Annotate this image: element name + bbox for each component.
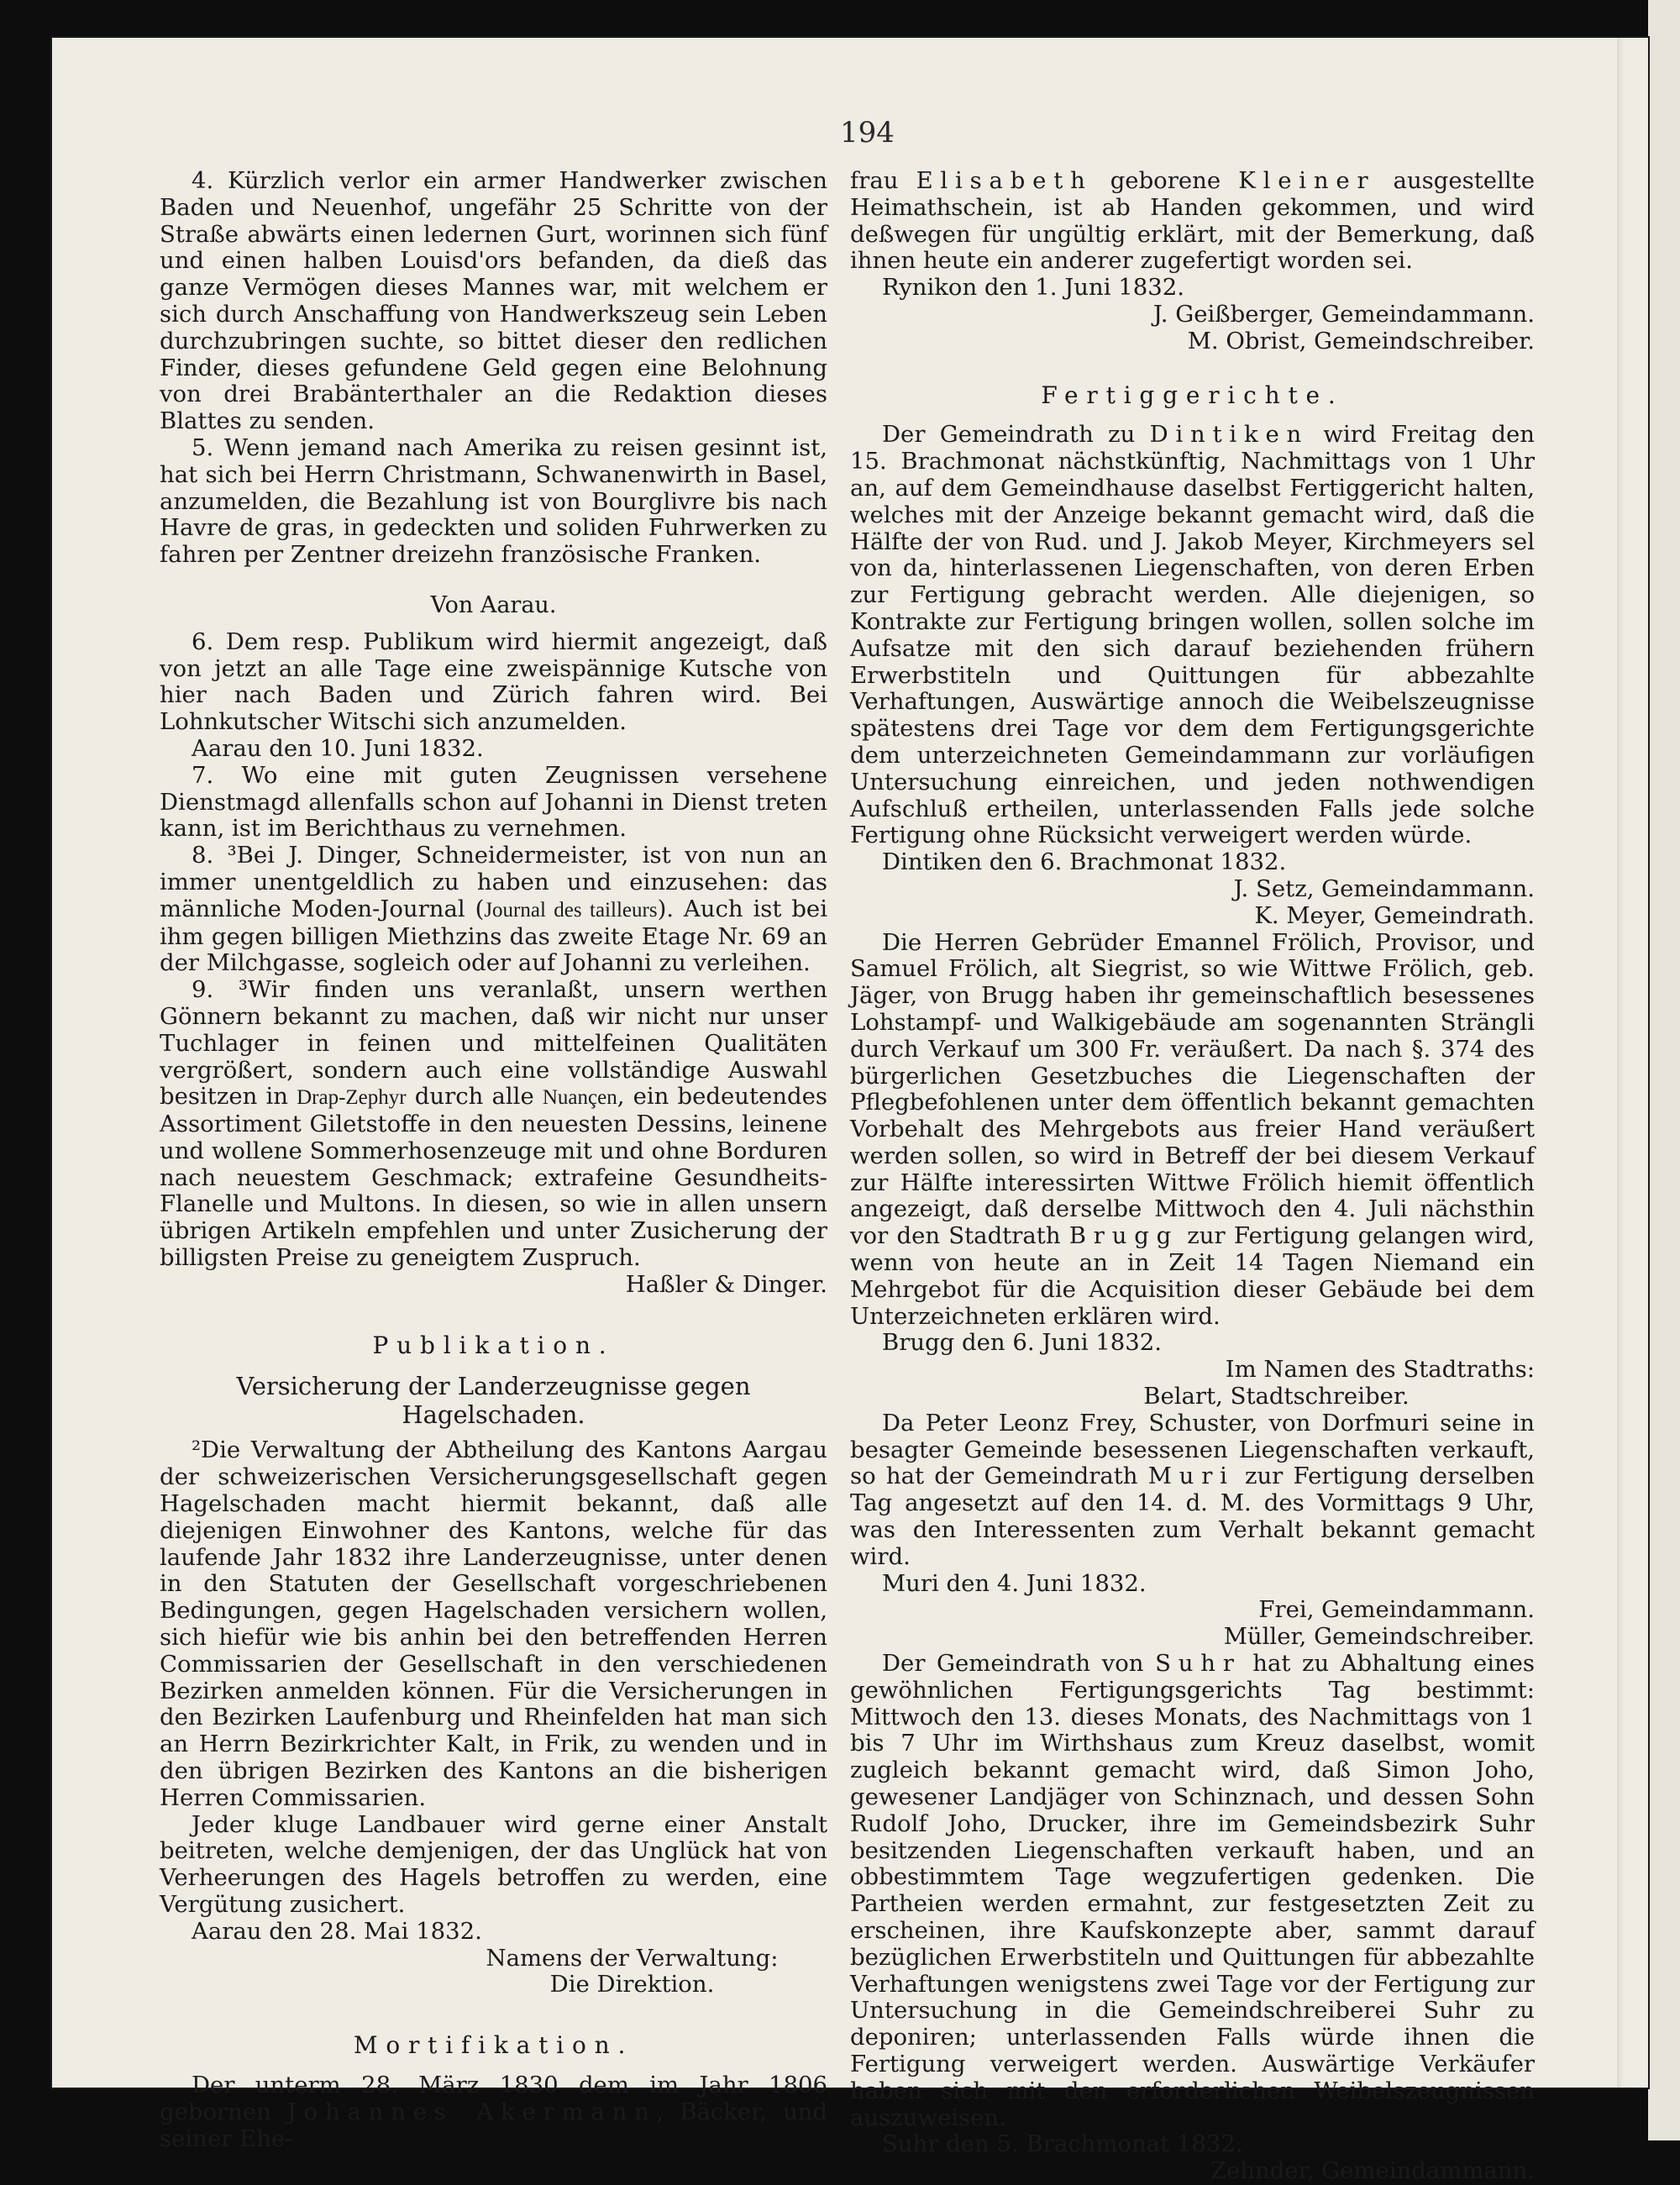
notice-9-signature: Haßler & Dinger. [625, 1270, 827, 1298]
fertig-notice-4-date: Suhr den 5. Brachmonat 1832. [882, 2130, 1243, 2158]
fertig-notice-1-signature-1: J. Setz, Gemeindammann. [1233, 875, 1535, 902]
page-shadow [1617, 38, 1624, 2088]
mort-cont-name2: Kleiner [1238, 167, 1376, 194]
fertig-notice-2 [850, 930, 1535, 1331]
notice-9-roman-2: Nuançen [542, 1086, 617, 1110]
publikation-text: ²Die Verwaltung der Abtheilung des Kantons Aargau der schweizerischen Versicherungsgesellschaft gegen Hagelschaden macht hiermit bekannt, daß alle diejenigen Einwohner des Kantons, welche für das laufende Jahr 1832 ihre Landerzeugnisse, unter denen in den Statuten der Gesellschaft vorgeschriebenen Bedingungen, gegen Hagelschaden versichern wollen, sich hiefür wie bis anhin bei den betreffenden Herren Commissarien der Gesellschaft in den verschiedenen Bezirken anmelden können. Für die Versicherungen in den Bezirken Laufenburg und Rheinfelden hat man sich an Herrn Bezirkrichter Kalt, in Frik, zu wenden und in den übrigen Bezirken des Kantons an die bisherigen Herren Commissarien. [160, 1437, 827, 1811]
f4-text-a: Der Gemeindrath von [882, 1650, 1156, 1678]
notice-9 [160, 977, 827, 1272]
heading-publikation: Publikation. [372, 1331, 615, 1359]
f2-text-b: zur Fertigung gelangen wird, wenn von heute an in Zeit 14 Tagen Niemand ein Mehrgebot für die Acquisition dieser Gebäude bei dem Unterzeichneten erklären wird. [850, 1222, 1536, 1330]
notice-6-date: Aarau den 10. Juni 1832. [192, 734, 484, 762]
fertig-notice-2-signature-1: Im Namen des Stadtraths: [1225, 1356, 1535, 1384]
section-von-aarau: Von Aarau. [430, 591, 557, 618]
f1-text-a: Der Gemeindrath zu [882, 421, 1150, 449]
mortifikation-text-a: Der unterm 28. März 1830 dem im Jahr 1806 gebornen [160, 2072, 827, 2125]
notice-5: 5. Wenn jemand nach Amerika zu reisen gesinnt ist, hat sich bei Herrn Christmann, Schwanenwirth in Basel, anzumelden, die Bezahlung ist von Bourglivre bis nach Havre de gras, in gedeckten und soliden Fuhrwerken zu fahren per Zentner dreizehn französische Franken. [160, 433, 827, 569]
notice-9-text-c: , ein bedeutendes Assortiment Giletstoffe in den neuesten Dessins, leinene und wollene Sommerhosenzeuge mit und ohne Borduren nach neuestem Geschmack; extrafeine Gesundheits-Flanelle und Multons. In diesen, so wie in allen unsern übrigen Artikeln empfehlen und unter Zusicherung der billigsten Preise zu geneigtem Zuspruch. [160, 1083, 827, 1272]
fertig-notice-2-date: Brugg den 6. Juni 1832. [882, 1329, 1163, 1357]
publikation-date: Aarau den 28. Mai 1832. [192, 1917, 482, 1945]
notice-9-text-b: durch alle [406, 1083, 543, 1111]
heading-fertiggerichte: Fertiggerichte. [1041, 381, 1344, 409]
fertig-notice-3-date: Muri den 4. Juni 1832. [882, 1569, 1147, 1597]
mort-cont-b: geborene [1092, 167, 1239, 194]
fertig-notice-2-signature-2: Belart, Stadtschreiber. [1143, 1383, 1410, 1410]
notice-8-text-a: 8. ³Bei J. Dinger, Schneidermeister, ist von nun an immer unentgeldlich zu haben und einzusehen: das männliche Moden-Journal ( [160, 842, 827, 922]
publikation-text-2: Jeder kluge Landbauer wird gerne einer Anstalt beitreten, welche demjenigen, der das Unglück hat von Verheerungen des Hagels betroffen zu werden, eine Vergütung zusichert. [160, 1810, 827, 1919]
f3-place: Muri [1147, 1463, 1235, 1490]
notice-6: 6. Dem resp. Publikum wird hiermit angezeigt, daß von jetzt an alle Tage eine zweispännige Kutsche von hier nach Baden und Zürich fahren wird. Bei Lohnkutscher Witschi sich anzumelden. [160, 628, 827, 736]
page-number: 194 [840, 116, 895, 150]
mortifikation-signature-1: J. Geißberger, Gemeindammann. [1152, 300, 1535, 328]
notice-8 [160, 843, 827, 977]
mortifikation-date: Rynikon den 1. Juni 1832. [882, 274, 1184, 302]
fertig-notice-4 [850, 1651, 1535, 2131]
notice-8-roman: Journal des tailleurs [484, 898, 658, 922]
mortifikation-continued [850, 168, 1535, 275]
fertig-notice-3-signature-1: Frei, Gemeindammann. [1258, 1596, 1535, 1624]
notice-9-roman-1: Drap-Zephyr [297, 1086, 407, 1110]
mortifikation-text [160, 2072, 827, 2152]
fertig-notice-3 [850, 1410, 1535, 1571]
mortifikation-signature-2: M. Obrist, Gemeindschreiber. [1187, 327, 1535, 355]
f1-text-b: wird Freitag den 15. Brachmonat nächstkünftig, Nachmittags von 1 Uhr an, auf dem Gemeindhause daselbst Fertiggericht halten, welches mit der Anzeige bekannt gemacht wird, daß die Hälfte der von Rud. und J. Jakob Meyer, Kirchmeyers sel von da, hinterlassenen Liegenschaften, von deren Erben zur Fertigung gebracht werden. Alle diejenigen, so Kontrakte zur Fertigung bringen wollen, sollen solche im Aufsatze mit den sich darauf beziehenden frühern Erwerbstiteln und Quittungen für abbezahlte Verhaftungen, Auswärtige annoch die Weibelszeugnisse spätestens drei Tage vor dem dem Fertigungsgerichte dem unterzeichneten Gemeindammann zur vorläufigen Untersuchung einreichen, und jeden nothwendigen Aufschluß ertheilen, unterlassenden Falls jede solche Fertigung ohne Rücksicht verweigert werden würde. [850, 421, 1536, 849]
right-column [850, 168, 1535, 2185]
f2-text-a: Die Herren Gebrüder Emannel Frölich, Provisor, und Samuel Frölich, alt Siegrist, so wie Wittwe Frölich, geb. Jäger, von Brugg haben ihr gemeinschaftlich besessenes Lohstampf- und Walkigebäude am sogenannten Strängli durch Verkauf um 300 Fr. veräußert. Da nach §. 374 des bürgerlichen Gesetzbuches die Liegenschaften der Pflegbefohlenen unter dem öffentlich bekannt gemachten Vorbehalt des Mehrgebots aus freier Hand veräußert werden sollen, so wird in Betreff der bei diesem Verkauf zur Hälfte interessirten Wittwe Frölich hiemit öffentlich angezeigt, daß derselbe Mittwoch den 4. Juli nächsthin vor den Stadtrath [850, 928, 1535, 1250]
f4-text-b: hat zu Abhaltung eines gewöhnlichen Fertigungsgerichts Tag bestimmt: Mittwoch den 13. dieses Monats, des Nachmittags von 1 bis 7 Uhr im Wirthshaus zum Kreuz daselbst, womit zugleich bekannt gemacht wird, daß Simon Joho, gewesener Landjäger von Schinznach, und dessen Sohn Rudolf Joho, Drucker, ihre im Gemeindsbezirk Suhr besitzenden Liegenschaften verkauft haben, und an obbestimmtem Tage wegzufertigen gedenken. Die Partheien werden ermahnt, zur festgesetzten Zeit zu erscheinen, ihre Kaufskonzepte aber, sammt darauf bezüglichen Erwerbstiteln und Quittungen für abbezahlte Verhaftungen wenigstens zwei Tage vor der Fertigung zur Untersuchung in die Gemeindschreiberei Suhr zu deponiren; unterlassenden Falls würde ihnen die Fertigung verweigert werden. Auswärtige Verkäufer haben sich mit den erforderlichen Weibelszeugnissen auszuweisen. [850, 1650, 1535, 2131]
heading-mortifikation: Mortifikation. [353, 2031, 634, 2060]
notice-9-text-a: 9. ³Wir finden uns veranlaßt, unsern werthen Gönnern bekannt zu machen, daß wir nicht nur unser Tuchlager in feinen und mittelfeinen Qualitäten vergrößert, sondern auch eine vollständige Auswahl besitzen in [160, 976, 827, 1111]
fertig-notice-1-date: Dintiken den 6. Brachmonat 1832. [882, 848, 1287, 876]
fertig-notice-1 [850, 422, 1535, 849]
publikation-signature-2: Die Direktion. [549, 1971, 715, 1999]
f2-place: Brugg [1068, 1222, 1179, 1250]
notice-7: 7. Wo eine mit guten Zeugnissen versehene Dienstmagd allenfalls schon auf Johanni in Dienst treten kann, ist im Berichthaus zu vernehmen. [160, 761, 827, 843]
page-edge [1648, 0, 1680, 2140]
mort-cont-c: ausgestellte Heimathschein, ist ab Handen gekommen, und wird deßwegen für ungültig erklärt, mit der Bemerkung, daß ihnen heute ein anderer zugefertigt worden sei. [850, 167, 1535, 275]
f4-place: Suhr [1155, 1650, 1242, 1678]
mortifikation-name: Johannes Akermann [286, 2098, 657, 2125]
fertig-notice-1-signature-2: K. Meyer, Gemeindrath. [1254, 901, 1535, 929]
mortifikation-text-b: , Bäcker, und seiner Ehe- [160, 2098, 827, 2152]
f1-place: Dintiken [1149, 421, 1310, 449]
fertig-notice-3-signature-2: Müller, Gemeindschreiber. [1223, 1623, 1535, 1651]
mort-cont-a: frau [850, 167, 916, 194]
mort-cont-name: Elisabeth [916, 167, 1093, 194]
notice-8-text-b: ). Auch ist bei ihm gegen billigen Miethzins das zweite Etage Nr. 69 an der Milchgasse, sogleich oder auf Johanni zu verleihen. [160, 895, 828, 977]
publikation-signature-1: Namens der Verwaltung: [486, 1944, 779, 1972]
title-versicherung: Versicherung der Landerzeugnisse gegen Hagelschaden. [236, 1372, 751, 1430]
left-column [160, 168, 827, 2152]
fertig-notice-4-signature-1: Zehnder, Gemeindammann. [1210, 2157, 1535, 2185]
f3-text-a: Da Peter Leonz Frey, Schuster, von Dorfmuri seine in besagter Gemeinde besessenen Liegenschaften verkauft, so hat der Gemeindrath [850, 1409, 1535, 1490]
f3-text-b: zur Fertigung derselben Tag angesetzt auf den 14. d. M. des Vormittags 9 Uhr, was den Interessenten zum Verhalt bekannt gemacht wird. [850, 1463, 1535, 1570]
notice-4: 4. Kürzlich verlor ein armer Handwerker zwischen Baden und Neuenhof, ungefähr 25 Schritte von der Straße abwärts einen ledernen Gurt, worinnen sich fünf und einen halben Louisd'ors befanden, da dieß das ganze Vermögen dieses Mannes war, mit welchem er sich durch Anschaffung von Handwerkszeug sein Leben durchzubringen suchte, so bittet dieser den redlichen Finder, dieses gefundene Geld gegen eine Belohnung von drei Brabänterthaler an die Redaktion dieses Blattes zu senden. [160, 167, 827, 435]
